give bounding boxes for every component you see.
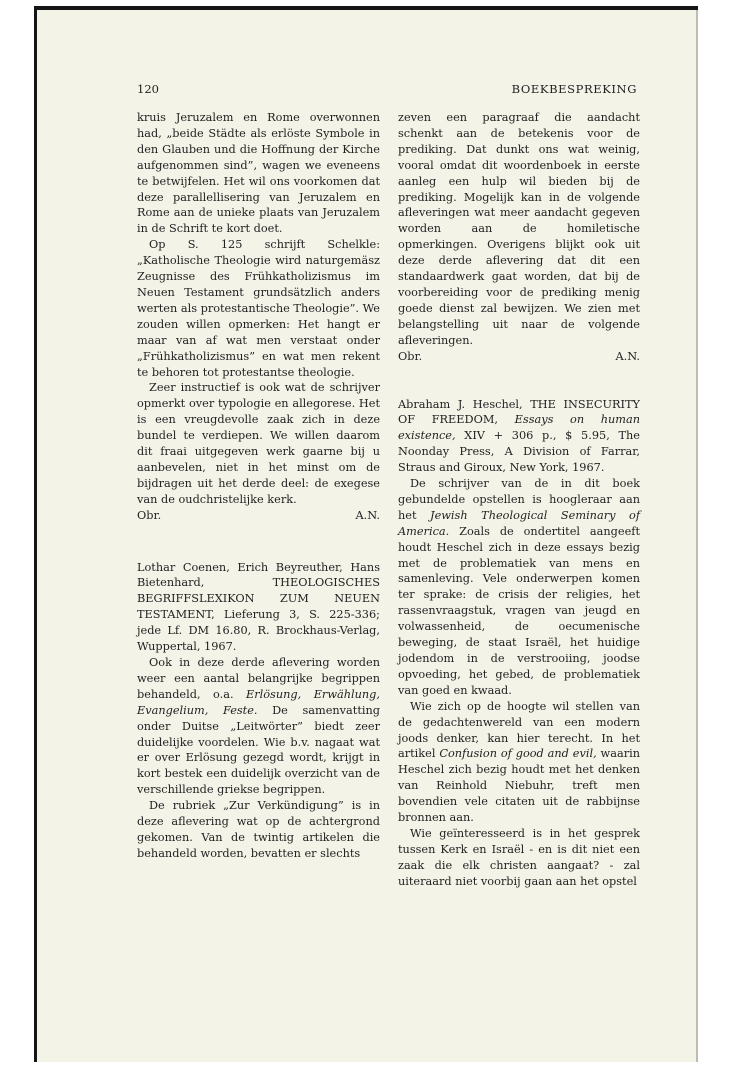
left-paragraph-3: Zeer instructief is ook wat de schrijver opmerkt over typologie en allegorese. Het is een vreugdevolle zaak zich in deze bundel te verdiepen. We willen daarom dit fraai uitgegeven werk gaarne bij u aanbevelen, niet in het minst om de bijdragen uit het derde deel: de exegese van de oudchristelijke kerk. (137, 381, 380, 506)
left-paragraph-4: Ook in deze derde aflevering worden weer een aantal belangrijke begrippen behandeld, o.a. Erlösung, Erwählung, Evangelium, Feste. De samenvatting onder Duitse „Leitwörter” biedt zeer duidelijke voordelen. Wie b.v. nagaat wat er over Erlösung gezegd wordt, krijgt in kort bestek een duidelijk overzicht van de verschillende griekse begrippen. (137, 656, 381, 797)
right-paragraph-1: zeven een paragraaf die aandacht schenkt aan de betekenis voor de prediking. Dat dunkt ons wat weinig, vooral omdat dit woordenboek in eerste aanleg een hulp wil bieden bij de prediking. Mogelijk kan in de volgende afleveringen wat meer aandacht gegeven worden aan de homiletische opmerkingen. Overigens blijkt ook uit deze derde aflevering dat dit een standaardwerk gaat worden, dat bij de voorbereiding voor de prediking menig goede dienst zal bewijzen. We zien met belangstelling uit naar de volgende afleveringen. (398, 111, 640, 347)
left-paragraph-5: De rubriek „Zur Verkündigung” is in deze aflevering wat op de achtergrond gekomen. Van de twintig artikelen die behandeld worden, bevatten er slechts (137, 799, 380, 860)
signature-obr: Obr. (137, 508, 162, 522)
bibliographic-entry-heschel: Abraham J. Heschel, THE INSECURITY OF FREEDOM, Essays on human existence, XIV + 306 p., $ 5.95, The Noonday Press, A Division of Farrar, Straus and Giroux, New York, 1967. (398, 397, 640, 475)
running-title: BOEKBESPREKING (511, 82, 637, 96)
italic-subtitle: Essays on human existence, (398, 413, 640, 443)
bibliographic-entry-coenen: Lothar Coenen, Erich Beyreuther, Hans Bietenhard, THEOLOGISCHES BEGRIFFSLEXIKON ZUM NEUEN TESTAMENT, Lieferung 3, S. 225-336; jede Lf. DM 16.80, R. Brockhaus-Verlag, Wuppertal, 1967. (137, 560, 380, 654)
right-signature (398, 349, 640, 365)
running-header (137, 82, 637, 98)
right-paragraph-4: Wie geïnteresseerd is in het gesprek tussen Kerk en Israël - en is dit niet een zaak die elk christen aangaat? - zal uiteraard niet voorbij gaan aan het opstel (398, 826, 640, 888)
signature-initials: A.N. (615, 349, 640, 363)
signature-obr: Obr. (398, 349, 423, 363)
right-column (398, 110, 640, 890)
italic-institution: Jewish Theological Seminary of America. (398, 508, 640, 538)
page-number: 120 (137, 82, 159, 96)
italic-terms: Erlösung, Erwählung, Evangelium, Feste. (137, 687, 381, 717)
right-paragraph-2: De schrijver van de in dit boek gebundelde opstellen is hoogleraar aan het Jewish Theological Seminary of America. Zoals de ondertitel aangeeft houdt Heschel zich in deze essays bezig met de problematiek van mens en samenleving. Vele onderwerpen komen ter sprake: de crisis der religies, het rassenvraagstuk, vragen van jeugd en volwassenheid, de oecumenische beweging, de staat Israël, het huidige jodendom in de verstrooiing, joodse opvoeding, het gebed, de problematiek van goed en kwaad. (398, 477, 640, 697)
left-paragraph-2: Op S. 125 schrijft Schelkle: „Katholische Theologie wird naturgemäsz Zeugnisse des Frühkatholizismus im Neuen Testament grundsätzlich anders werten als protestantische Theologie”. We zouden willen opmerken: Het hangt er maar van af wat men verstaat onder „Frühkatholizismus” en wat men rekent te behoren tot protestantse theologie. (137, 238, 380, 379)
italic-article-title: Confusion of good and evil, (439, 747, 597, 761)
left-column (137, 110, 380, 862)
left-signature (137, 508, 380, 524)
left-paragraph-1: kruis Jeruzalem en Rome overwonnen had, „beide Städte als erlöste Symbole in den Glauben und die Hoffnung der Kirche aufgenommen sind”, wagen we eveneens te betwijfelen. Het wil ons voorkomen dat deze parallellisering van Jeruzalem en Rome aan de unieke plaats van Jeruzalem in de Schrift te kort doet. (137, 111, 380, 236)
right-paragraph-3: Wie zich op de hoogte wil stellen van de gedachtenwereld van een modern joods denker, kan hier terecht. In het artikel Confusion of good and evil, waarin Heschel zich bezig houdt met het denken van Reinhold Niebuhr, treft men bovendien vele citaten uit de rabbijnse bronnen aan. (398, 699, 640, 825)
signature-initials: A.N. (355, 508, 380, 522)
